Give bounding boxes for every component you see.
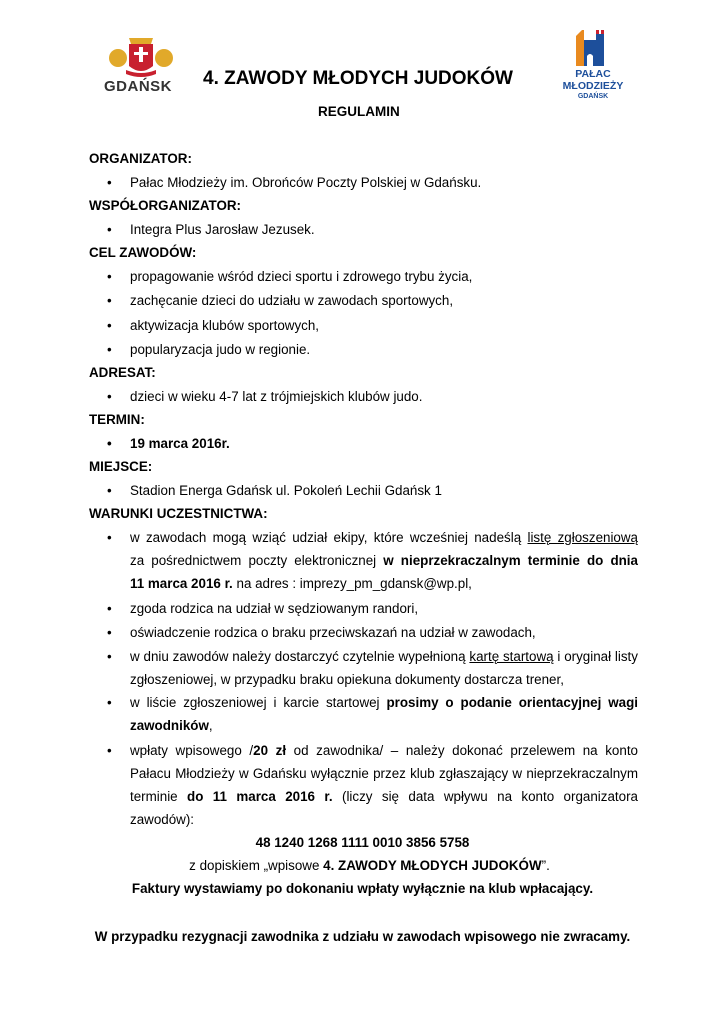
list-item: • popularyzacja judo w regionie. — [107, 342, 311, 357]
heading-miejsce: MIEJSCE: — [89, 459, 153, 474]
page-subtitle: REGULAMIN — [318, 104, 400, 119]
warunki-item-1-line1: w zawodach mogą wziąć udział ekipy, które wcześniej nadeślą listę zgłoszeniową — [130, 530, 638, 545]
list-item: • dzieci w wieku 4-7 lat z trójmiejskich klubów judo. — [107, 389, 423, 404]
list-item: • Stadion Energa Gdańsk ul. Pokoleń Lechii Gdańsk 1 — [107, 483, 442, 498]
palace-building-icon — [548, 28, 638, 68]
warunki-item-6-line2: Pałacu Młodzieży w Gdańsku wyłącznie przez klub zgłaszający w nieprzekraczalnym — [130, 766, 638, 781]
invoice-note: Faktury wystawiamy po dokonaniu wpłaty wyłącznie na klub wpłacający. — [131, 881, 594, 896]
list-item: • 19 marca 2016r. — [107, 436, 230, 451]
bullet: • — [107, 743, 112, 758]
bullet: • — [107, 649, 112, 664]
palac-mlodziezy-logo — [548, 28, 638, 110]
heading-wspolorganizator: WSPÓŁORGANIZATOR: — [89, 198, 241, 213]
warunki-item-4-line1: w dniu zawodów należy dostarczyć czytelnie wypełnioną kartę startową i oryginał listy — [130, 649, 638, 664]
palac-logo-line3: GDAŃSK — [577, 93, 609, 100]
heading-adresat: ADRESAT: — [89, 365, 156, 380]
list-item: • Pałac Młodzieży im. Obrońców Poczty Polskiej w Gdańsku. — [107, 175, 482, 190]
list-item: • oświadczenie rodzica o braku przeciwskazań na udział w zawodach, — [107, 625, 536, 640]
heading-warunki: WARUNKI UCZESTNICTWA: — [89, 506, 268, 521]
list-item: • aktywizacja klubów sportowych, — [107, 318, 320, 333]
list-item: • propagowanie wśród dzieci sportu i zdrowego trybu życia, — [107, 269, 473, 284]
refund-note: W przypadku rezygnacji zawodnika z udziału w zawodach wpisowego nie zwracamy. — [94, 929, 631, 944]
warunki-item-5-line2: zawodników, — [130, 718, 213, 733]
heading-organizator: ORGANIZATOR: — [89, 151, 192, 166]
list-item: • Integra Plus Jarosław Jezusek. — [107, 222, 315, 237]
gdansk-logo — [96, 30, 186, 96]
warunki-item-1-line2: za pośrednictwem poczty elektronicznej w nieprzekraczalnym terminie do dnia — [130, 553, 638, 568]
transfer-note: z dopiskiem „wpisowe 4. ZAWODY MŁODYCH JUDOKÓW”. — [189, 858, 550, 873]
warunki-item-6-line4: zawodów): — [130, 812, 195, 827]
bullet: • — [107, 530, 112, 545]
warunki-item-6-line3: terminie do 11 marca 2016 r. (liczy się data wpływu na konto organizatora — [130, 789, 639, 804]
list-item: • zgoda rodzica na udział w sędziowanym randori, — [107, 601, 419, 616]
list-item: • zachęcanie dzieci do udziału w zawodach sportowych, — [107, 293, 454, 308]
palac-logo-line2: MŁODZIEŻY — [562, 80, 624, 92]
warunki-item-6-line1: wpłaty wpisowego /20 zł od zawodnika/ – należy dokonać przelewem na konto — [130, 743, 638, 758]
page-title: 4. ZAWODY MŁODYCH JUDOKÓW — [203, 68, 513, 89]
warunki-item-5-line1: w liście zgłoszeniowej i karcie startowej prosimy o podanie orientacyjnej wagi — [130, 695, 638, 710]
heading-termin: TERMIN: — [89, 412, 145, 427]
warunki-item-4-line2: zgłoszeniowej, w przypadku braku opiekuna dokumenty dostarcza trener, — [130, 672, 564, 687]
bullet: • — [107, 695, 112, 710]
bank-account-number: 48 1240 1268 1111 0010 3856 5758 — [255, 835, 470, 850]
heading-cel-zawodow: CEL ZAWODÓW: — [89, 245, 197, 260]
gdansk-logo-text: GDAŃSK — [104, 78, 173, 95]
palac-logo-line1: PAŁAC — [575, 68, 611, 80]
warunki-item-1-line3: 11 marca 2016 r. na adres : imprezy_pm_gdansk@wp.pl, — [130, 576, 472, 591]
